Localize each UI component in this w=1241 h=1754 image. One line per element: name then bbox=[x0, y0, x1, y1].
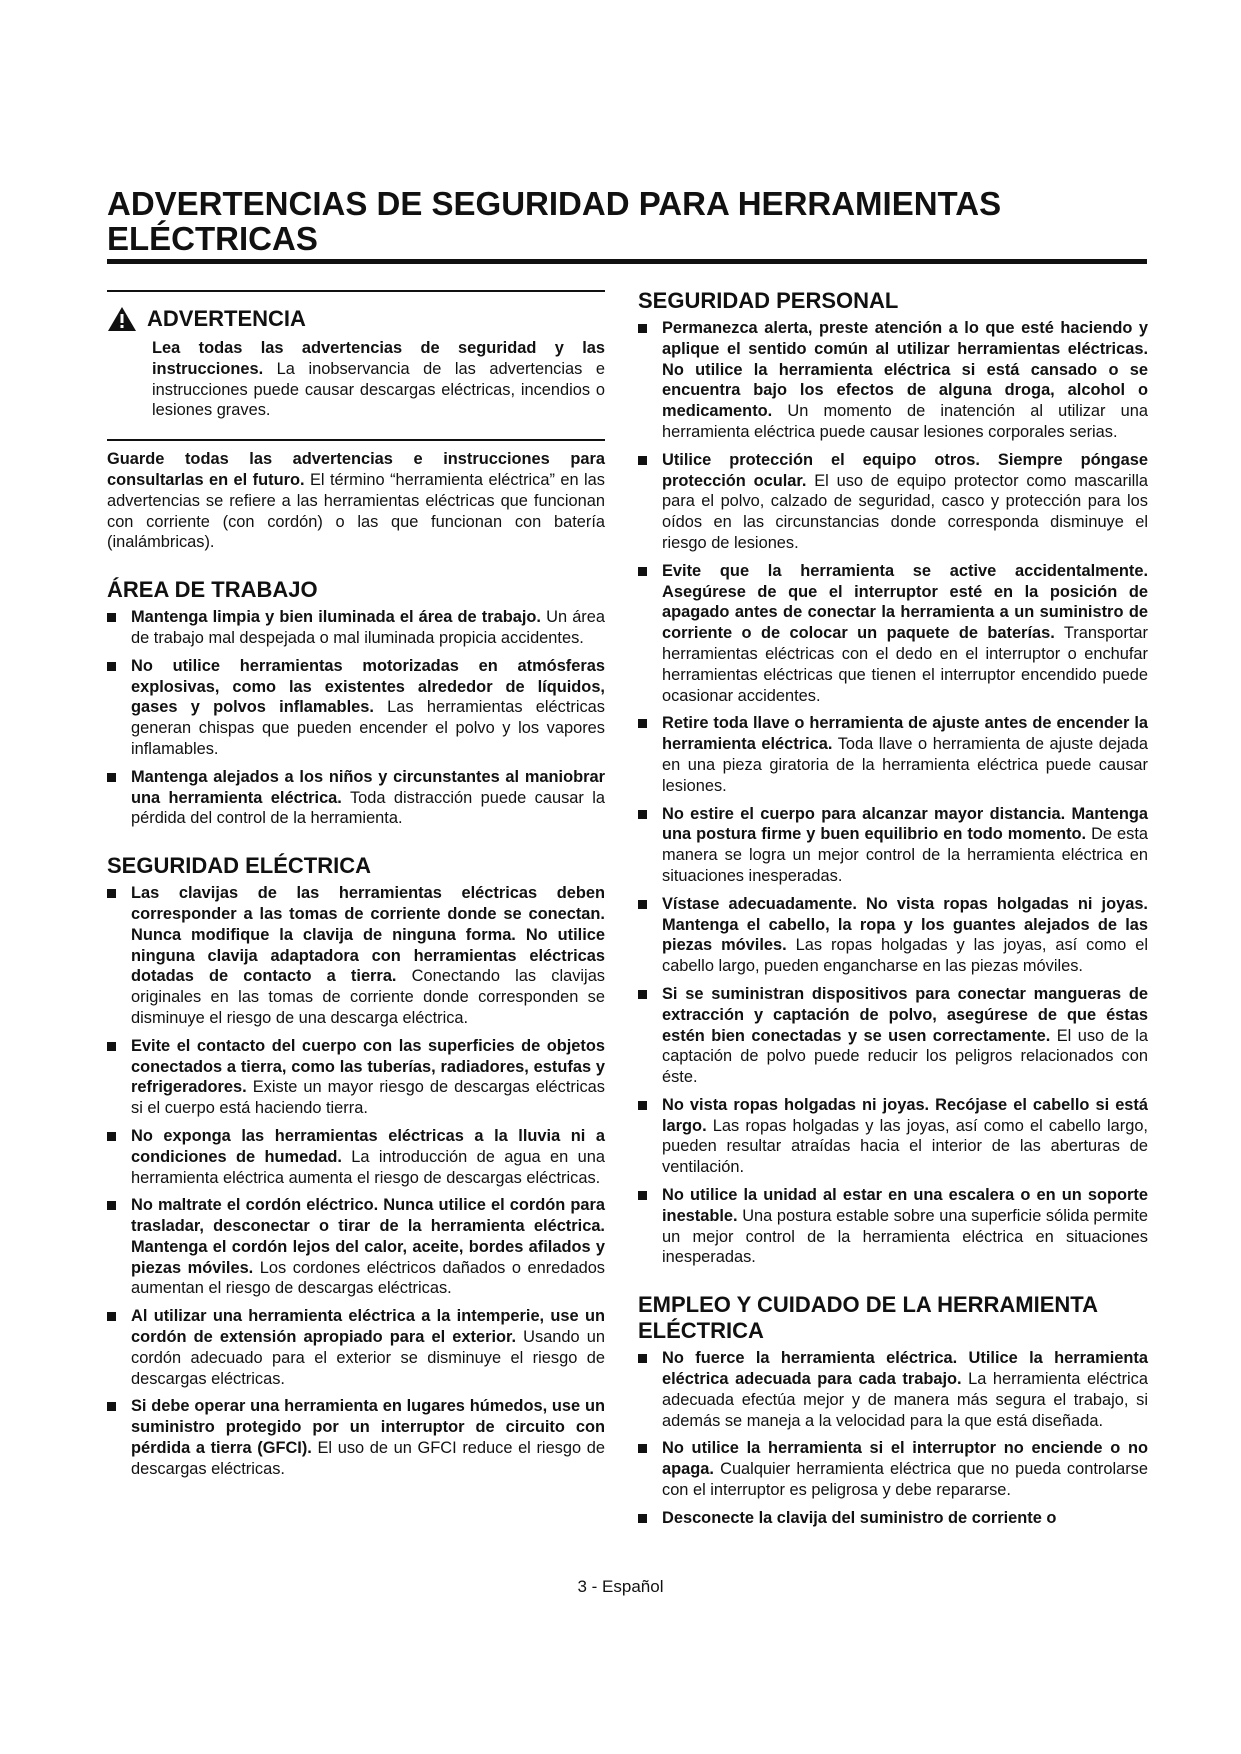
list-item-text: Las ropas holgadas y las joyas, así como el cabello largo, pueden resultar atraídas hacia el interior de las aberturas de ventilación. bbox=[662, 1116, 1148, 1177]
list-item bbox=[107, 883, 605, 1029]
heading-empleo-cuidado: EMPLEO Y CUIDADO DE LA HERRAMIENTA ELÉCTRICA bbox=[638, 1292, 1098, 1344]
list-item-heading: Retire toda llave o herramienta de ajuste antes de encender la herramienta eléctrica. bbox=[662, 714, 1148, 754]
list-item-heading: No fuerce la herramienta eléctrica. Utilice la herramienta eléctrica adecuada para cada trabajo. bbox=[662, 1349, 1148, 1389]
list-item-heading: No utilice la herramienta si el interruptor no enciende o no apaga. bbox=[662, 1439, 1148, 1479]
left-column bbox=[107, 290, 605, 1487]
list-item-text: Conectando las clavijas originales en las tomas de corriente donde corresponden se disminuye el riesgo de una descarga eléctrica. bbox=[131, 967, 605, 1027]
title-rule bbox=[107, 259, 1147, 264]
list-item-heading: Permanezca alerta, preste atención a lo que esté haciendo y aplique el sentido común al utilizar herramientas eléctricas. No utilice la herramienta eléctrica si está cansado o se encuentra bajo los efectos de alguna droga, alcohol o medicamento. bbox=[662, 319, 1148, 421]
list-item-heading: Utilice protección el equipo otros. Siempre póngase protección ocular. bbox=[662, 450, 1148, 490]
list-item bbox=[638, 1348, 1148, 1431]
list-seguridad-personal bbox=[638, 318, 1148, 1268]
list-item bbox=[638, 561, 1148, 707]
list-item bbox=[638, 1185, 1148, 1268]
list-item bbox=[638, 1508, 1148, 1529]
list-item-text: Cualquier herramienta eléctrica que no pueda controlarse con el interruptor es peligrosa y debe repararse. bbox=[662, 1460, 1148, 1500]
list-item-text: Transportar herramientas eléctricas con el dedo en el interruptor o enchufar herramientas eléctricas que tienen el interruptor encendido puede ocasionar accidentes. bbox=[662, 624, 1148, 705]
list-item-text: Un momento de inatención al utilizar una herramienta eléctrica puede causar lesiones corporales serias. bbox=[662, 402, 1148, 441]
list-item bbox=[638, 984, 1148, 1088]
list-item bbox=[107, 607, 605, 649]
list-empleo-cuidado bbox=[638, 1348, 1148, 1528]
list-item-text: Las herramientas eléctricas generan chispas que pueden encender el polvo y los vapores inflamables. bbox=[131, 698, 605, 758]
list-item bbox=[107, 656, 605, 760]
list-item-text: Una postura estable sobre una superficie sólida permite un mejor control de la herramienta eléctrica en situaciones inesperadas. bbox=[662, 1206, 1148, 1267]
heading-seguridad-personal: SEGURIDAD PERSONAL bbox=[638, 288, 899, 313]
list-item-heading: Evite que la herramienta se active accidentalmente. Asegúrese de que el interruptor esté en la posición de apagado antes de conectar la herramienta a un suministro de corriente o de colocar un paquete de baterías. bbox=[662, 561, 1148, 643]
list-item bbox=[638, 1438, 1148, 1500]
warning-heading: ADVERTENCIA bbox=[147, 305, 306, 331]
list-item bbox=[107, 1306, 605, 1389]
save-note-detail: El término “herramienta eléctrica” en las advertencias se refiere a las herramientas eléctricas que funcionan con corriente (con cordón) o las que funcionan con batería (inalámbricas). bbox=[107, 470, 605, 552]
warning-triangle-icon bbox=[107, 306, 137, 332]
page-number: 3 - Español bbox=[577, 1577, 664, 1596]
list-item bbox=[638, 713, 1148, 796]
list-item-text: Toda distracción puede causar la pérdida del control de la herramienta. bbox=[131, 788, 606, 828]
warning-header bbox=[107, 306, 605, 332]
list-item-heading: No utilice herramientas motorizadas en atmósferas explosivas, como las existentes alrededor de líquidos, gases y polvos inflamables. bbox=[131, 656, 605, 717]
list-item-heading: Vístase adecuadamente. No vista ropas holgadas ni joyas. Mantenga el cabello, la ropa y los guantes alejados de las piezas móviles. bbox=[662, 894, 1148, 955]
list-item-heading: Las clavijas de las herramientas eléctricas deben corresponder a las tomas de corriente donde se conectan. Nunca modifique la clavija de ninguna forma. No utilice ninguna clavija adaptadora con herramientas eléctricas dotadas de contacto a tierra. bbox=[131, 884, 605, 986]
list-item bbox=[107, 767, 605, 829]
list-item-text: El uso de la captación de polvo puede reducir los peligros relacionados con éste. bbox=[662, 1026, 1148, 1087]
save-note-bold: Guarde todas las advertencias e instrucciones para consultarlas en el futuro. bbox=[107, 450, 605, 489]
list-item-text: El uso de equipo protector como mascarilla para el polvo, calzado de seguridad, casco y protección para los oídos en las circunstancias donde corresponda disminuye el riesgo de lesiones. bbox=[662, 471, 1148, 552]
list-item-heading: No exponga las herramientas eléctricas a la lluvia ni a condiciones de humedad. bbox=[131, 1126, 605, 1166]
right-column bbox=[638, 288, 1148, 1536]
heading-seguridad-electrica: SEGURIDAD ELÉCTRICA bbox=[107, 853, 372, 879]
list-item-text: Un área de trabajo mal despejada o mal iluminada propicia accidentes. bbox=[131, 608, 605, 647]
list-item bbox=[107, 1396, 605, 1479]
list-item-text: Las ropas holgadas y las joyas, así como el cabello largo, pueden engancharse en las piezas móviles. bbox=[662, 936, 1148, 976]
warning-bold: Lea todas las advertencias de seguridad y las instrucciones. bbox=[152, 339, 605, 378]
list-item bbox=[638, 450, 1148, 554]
list-area-trabajo bbox=[107, 607, 605, 829]
list-item-heading: Evite el contacto del cuerpo con las superficies de objetos conectados a tierra, como las tuberías, radiadores, estufas y refrigeradores. bbox=[131, 1036, 605, 1097]
list-item bbox=[638, 318, 1148, 443]
list-item bbox=[107, 1195, 605, 1299]
list-item bbox=[107, 1036, 605, 1119]
list-item-text: Toda llave o herramienta de ajuste dejada en una pieza giratoria de la herramienta eléctrica puede causar lesiones. bbox=[662, 735, 1148, 795]
warning-detail: La inobservancia de las advertencias e instrucciones puede causar descargas eléctricas, incendios o lesiones graves. bbox=[152, 359, 605, 420]
list-item-heading: Mantenga limpia y bien iluminada el área de trabajo. bbox=[131, 608, 541, 627]
page-title: ADVERTENCIAS DE SEGURIDAD PARA HERRAMIENTAS ELÉCTRICAS bbox=[107, 185, 1002, 257]
list-item-heading: No maltrate el cordón eléctrico. Nunca utilice el cordón para trasladar, desconectar o tirar de la herramienta eléctrica. Mantenga el cordón lejos del calor, aceite, bordes afilados y piezas móviles. bbox=[131, 1196, 605, 1277]
list-item-heading: No utilice la unidad al estar en una escalera o en un soporte inestable. bbox=[662, 1186, 1148, 1225]
heading-area-trabajo: ÁREA DE TRABAJO bbox=[107, 577, 318, 603]
list-item-heading: Mantenga alejados a los niños y circunstantes al maniobrar una herramienta eléctrica. bbox=[131, 767, 605, 807]
warning-text bbox=[152, 338, 605, 421]
list-item-heading: No estire el cuerpo para alcanzar mayor distancia. Mantenga una postura firme y buen equilibrio en todo momento. bbox=[662, 804, 1148, 844]
list-item-heading: Al utilizar una herramienta eléctrica a la intemperie, use un cordón de extensión apropiado para el exterior. bbox=[131, 1307, 605, 1347]
list-item bbox=[107, 1126, 605, 1188]
list-item-text: La herramienta eléctrica adecuada efectúa mejor y de manera más segura el trabajo, si además se maneja a la velocidad para la que está diseñada. bbox=[662, 1370, 1148, 1430]
list-item bbox=[638, 804, 1148, 887]
list-item-heading: No vista ropas holgadas ni joyas. Recójase el cabello si está largo. bbox=[662, 1095, 1148, 1135]
list-item-heading: Desconecte la clavija del suministro de corriente o bbox=[662, 1508, 1057, 1527]
list-item-text: De esta manera se logra un mejor control de la herramienta eléctrica en situaciones inesperadas. bbox=[662, 825, 1148, 885]
save-instructions-note bbox=[107, 439, 605, 553]
list-item-heading: Si se suministran dispositivos para conectar mangueras de extracción y captación de polvo, asegúrese de que éstas estén bien conectadas y se usen correctamente. bbox=[662, 984, 1148, 1045]
list-item-text: Los cordones eléctricos dañados o enredados aumentan el riesgo de descargas eléctricas. bbox=[131, 1258, 606, 1298]
list-item-text: Usando un cordón adecuado para el exterior se disminuye el riesgo de descargas eléctricas. bbox=[131, 1328, 605, 1388]
list-item-text: El uso de un GFCI reduce el riesgo de descargas eléctricas. bbox=[131, 1439, 605, 1478]
list-seguridad-electrica bbox=[107, 883, 605, 1480]
list-item bbox=[638, 894, 1148, 977]
list-item bbox=[638, 1095, 1148, 1178]
list-item-text: La introducción de agua en una herramienta eléctrica aumenta el riesgo de descargas eléctricas. bbox=[131, 1147, 605, 1187]
list-item-text: Existe un mayor riesgo de descargas eléctricas si el cuerpo está haciendo tierra. bbox=[131, 1078, 605, 1118]
list-item-heading: Si debe operar una herramienta en lugares húmedos, use un suministro protegido por un interruptor de circuito con pérdida a tierra (GFCI). bbox=[131, 1397, 605, 1458]
warning-box bbox=[107, 290, 605, 421]
